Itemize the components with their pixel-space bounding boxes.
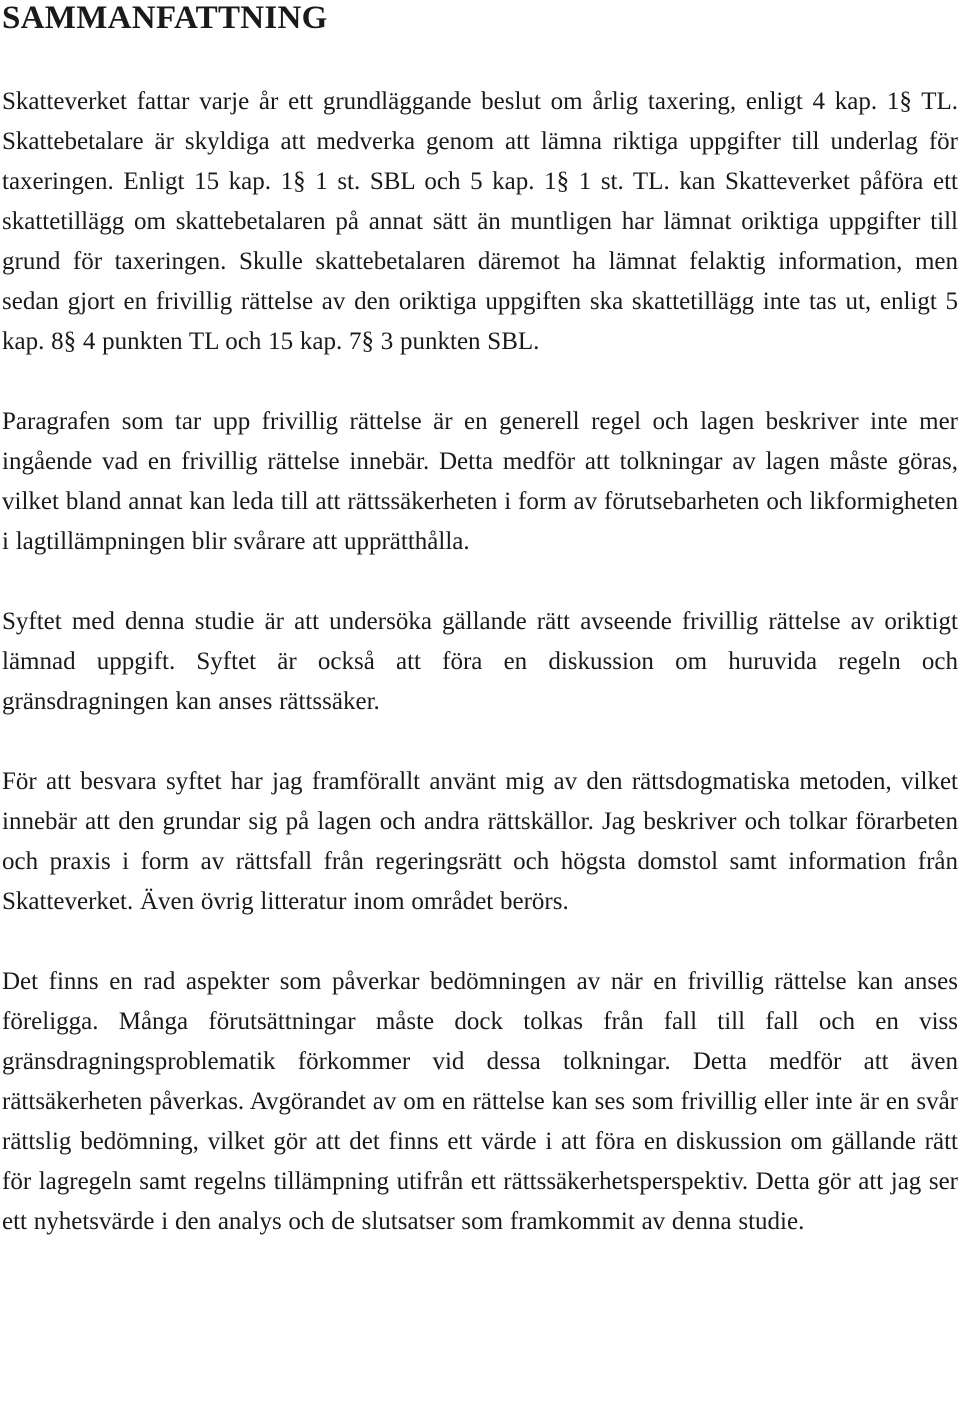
page-title: SAMMANFATTNING [2, 0, 328, 36]
paragraph-5: Det finns en rad aspekter som påverkar bedömningen av när en frivillig rättelse kan anses föreligga. Många förutsättningar måste dock tolkas från fall till fall och en viss gränsdragningsproblematik förkommer vid dessa tolkningar. Detta medför att även rättsäkerheten påverkas. Avgörandet av om en rättelse kan ses som frivillig eller inte är en svår rättslig bedömning, vilket gör att det finns ett värde i att föra en diskussion om gällande rätt för lagregeln samt regelns tillämpning utifrån ett rättssäkerhetsperspektiv. Detta gör att jag ser ett nyhetsvärde i den analys och de slutsatser som framkommit av denna studie. [2, 968, 958, 1235]
paragraph-4: För att besvara syftet har jag framförallt använt mig av den rättsdogmatiska metoden, vilket innebär att den grundar sig på lagen och andra rättskällor. Jag beskriver och tolkar förarbeten och praxis i form av rättsfall från regeringsrätt och högsta domstol samt information från Skatteverket. Även övrig litteratur inom området berörs. [2, 768, 958, 915]
paragraph-3: Syftet med denna studie är att undersöka gällande rätt avseende frivillig rättelse av oriktigt lämnad uppgift. Syftet är också att föra en diskussion om huruvida regeln och gränsdragningen kan anses rättssäker. [2, 608, 958, 715]
paragraph-2: Paragrafen som tar upp frivillig rättelse är en generell regel och lagen beskriver inte mer ingående vad en frivillig rättelse innebär. Detta medför att tolkningar av lagen måste göras, vilket bland annat kan leda till att rättssäkerheten i form av förutsebarheten och likformigheten i lagtillämpningen blir svårare att upprätthålla. [2, 408, 958, 555]
paragraph-1: Skatteverket fattar varje år ett grundläggande beslut om årlig taxering, enligt 4 kap. 1§ TL. Skattebetalare är skyldiga att medverka genom att lämna riktiga uppgifter till underlag för taxeringen. Enligt 15 kap. 1§ 1 st. SBL och 5 kap. 1§ 1 st. TL. kan Skatteverket påföra ett skattetillägg om skattebetalaren på annat sätt än muntligen har lämnat oriktiga uppgifter till grund för taxeringen. Skulle skattebetalaren däremot ha lämnat felaktig information, men sedan gjort en frivillig rättelse av den oriktiga uppgiften ska skattetillägg inte tas ut, enligt 5 kap. 8§ 4 punkten TL och 15 kap. 7§ 3 punkten SBL. [2, 88, 958, 355]
